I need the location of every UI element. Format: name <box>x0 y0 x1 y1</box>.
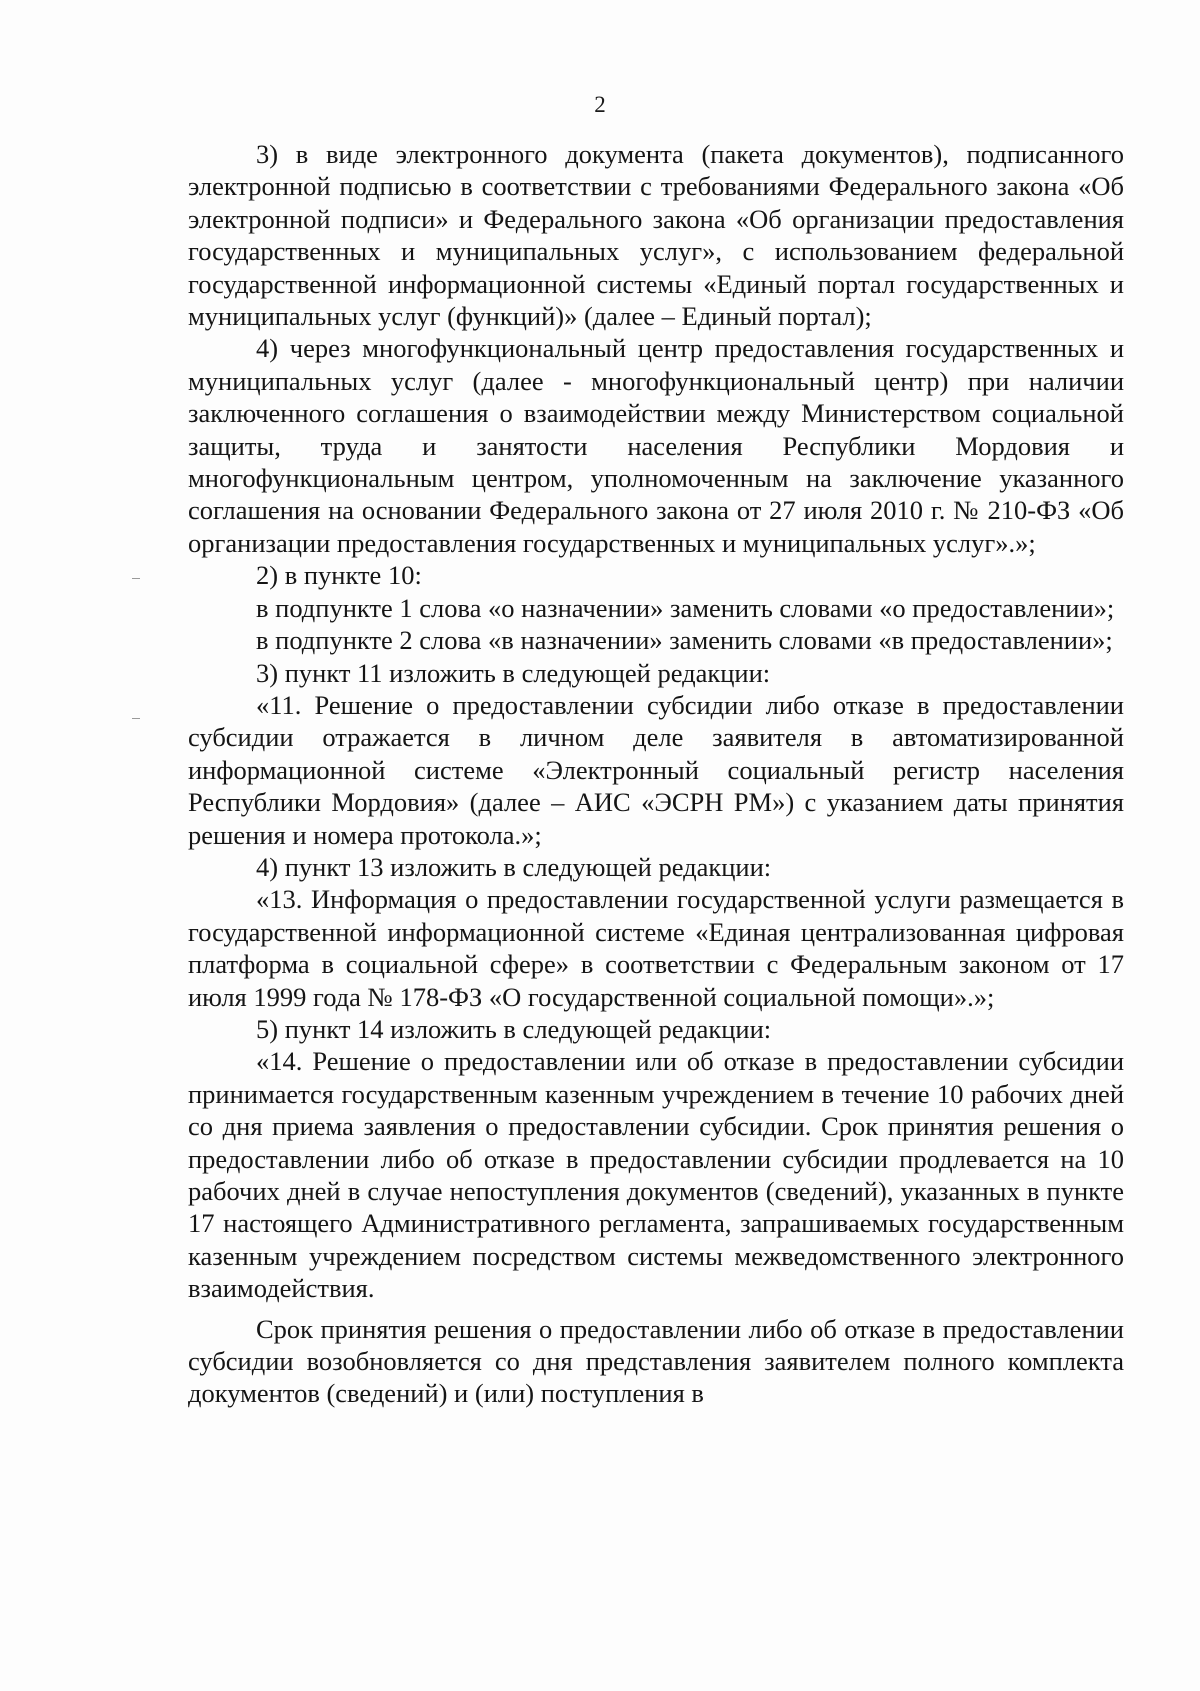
paragraph-item-4: 4) через многофункциональный центр предоставления государственных и муниципальных услуг (далее - многофункциональный центр) при наличии заключенного соглашения о взаимодействии между Министерством социальной защиты, труда и занятости населения Республики Мордовия и многофункциональным центром, уполномоченным на заключение указанного соглашения на основании Федерального закона от 27 июля 2010 г. № 210-ФЗ «Об организации предоставления государственных и муниципальных услуг».»; <box>188 333 1124 558</box>
paragraph-subpoint-1: в подпункте 1 слова «о назначении» заменить словами «о предоставлении»; <box>256 592 1115 623</box>
paragraph-point-5: 5) пункт 14 изложить в следующей редакции: <box>256 1013 772 1044</box>
paragraph-clause-14: «14. Решение о предоставлении или об отказе в предоставлении субсидии принимается государственным казенным учреждением в течение 10 рабочих дней со дня приема заявления о предоставлении субсидии. Срок принятия решения о предоставлении либо об отказе в предоставлении субсидии продлевается на 10 рабочих дней в случае непоступления документов (сведений), указанных в пункте 17 настоящего Административного регламента, запрашиваемых государственным казенным учреждением посредством системы межведомственного электронного взаимодействия. <box>188 1046 1124 1304</box>
paragraph-subpoint-2: в подпункте 2 слова «в назначении» заменить словами «в предоставлении»; <box>256 625 1113 656</box>
paragraph-item-3: 3) в виде электронного документа (пакета документов), подписанного электронной подписью в соответствии с требованиями Федерального закона «Об электронной подписи» и Федерального закона «Об организации предоставления государственных и муниципальных услуг», с использованием федеральной государственной информационной системы «Единый портал государственных и муниципальных услуг (функций)» (далее – Единый портал); <box>188 139 1124 332</box>
margin-mark <box>132 578 140 579</box>
document-body <box>188 138 1124 1410</box>
paragraph-point-2: 2) в пункте 10: <box>256 560 422 591</box>
page-number: 2 <box>594 92 606 117</box>
paragraph-clause-11: «11. Решение о предоставлении субсидии либо отказе в предоставлении субсидии отражается в личном деле заявителя в автоматизированной информационной системе «Электронный социальный регистр населения Республики Мордовия» (далее – АИС «ЭСРН РМ») с указанием даты принятия решения и номера протокола.»; <box>188 689 1124 850</box>
paragraph-decision-term: Срок принятия решения о предоставлении либо об отказе в предоставлении субсидии возобновляется со дня представления заявителем полного комплекта документов (сведений) и (или) поступления в <box>188 1313 1124 1409</box>
paragraph-point-4: 4) пункт 13 изложить в следующей редакции: <box>256 851 772 882</box>
paragraph-point-3: 3) пункт 11 изложить в следующей редакции: <box>256 657 771 688</box>
margin-mark <box>132 718 140 719</box>
paragraph-clause-13: «13. Информация о предоставлении государственной услуги размещается в государственной информационной системе «Единая централизованная цифровая платформа в социальной сфере» в соответствии с Федеральным законом от 17 июля 1999 года № 178-ФЗ «О государственной социальной помощи».»; <box>188 884 1124 1012</box>
